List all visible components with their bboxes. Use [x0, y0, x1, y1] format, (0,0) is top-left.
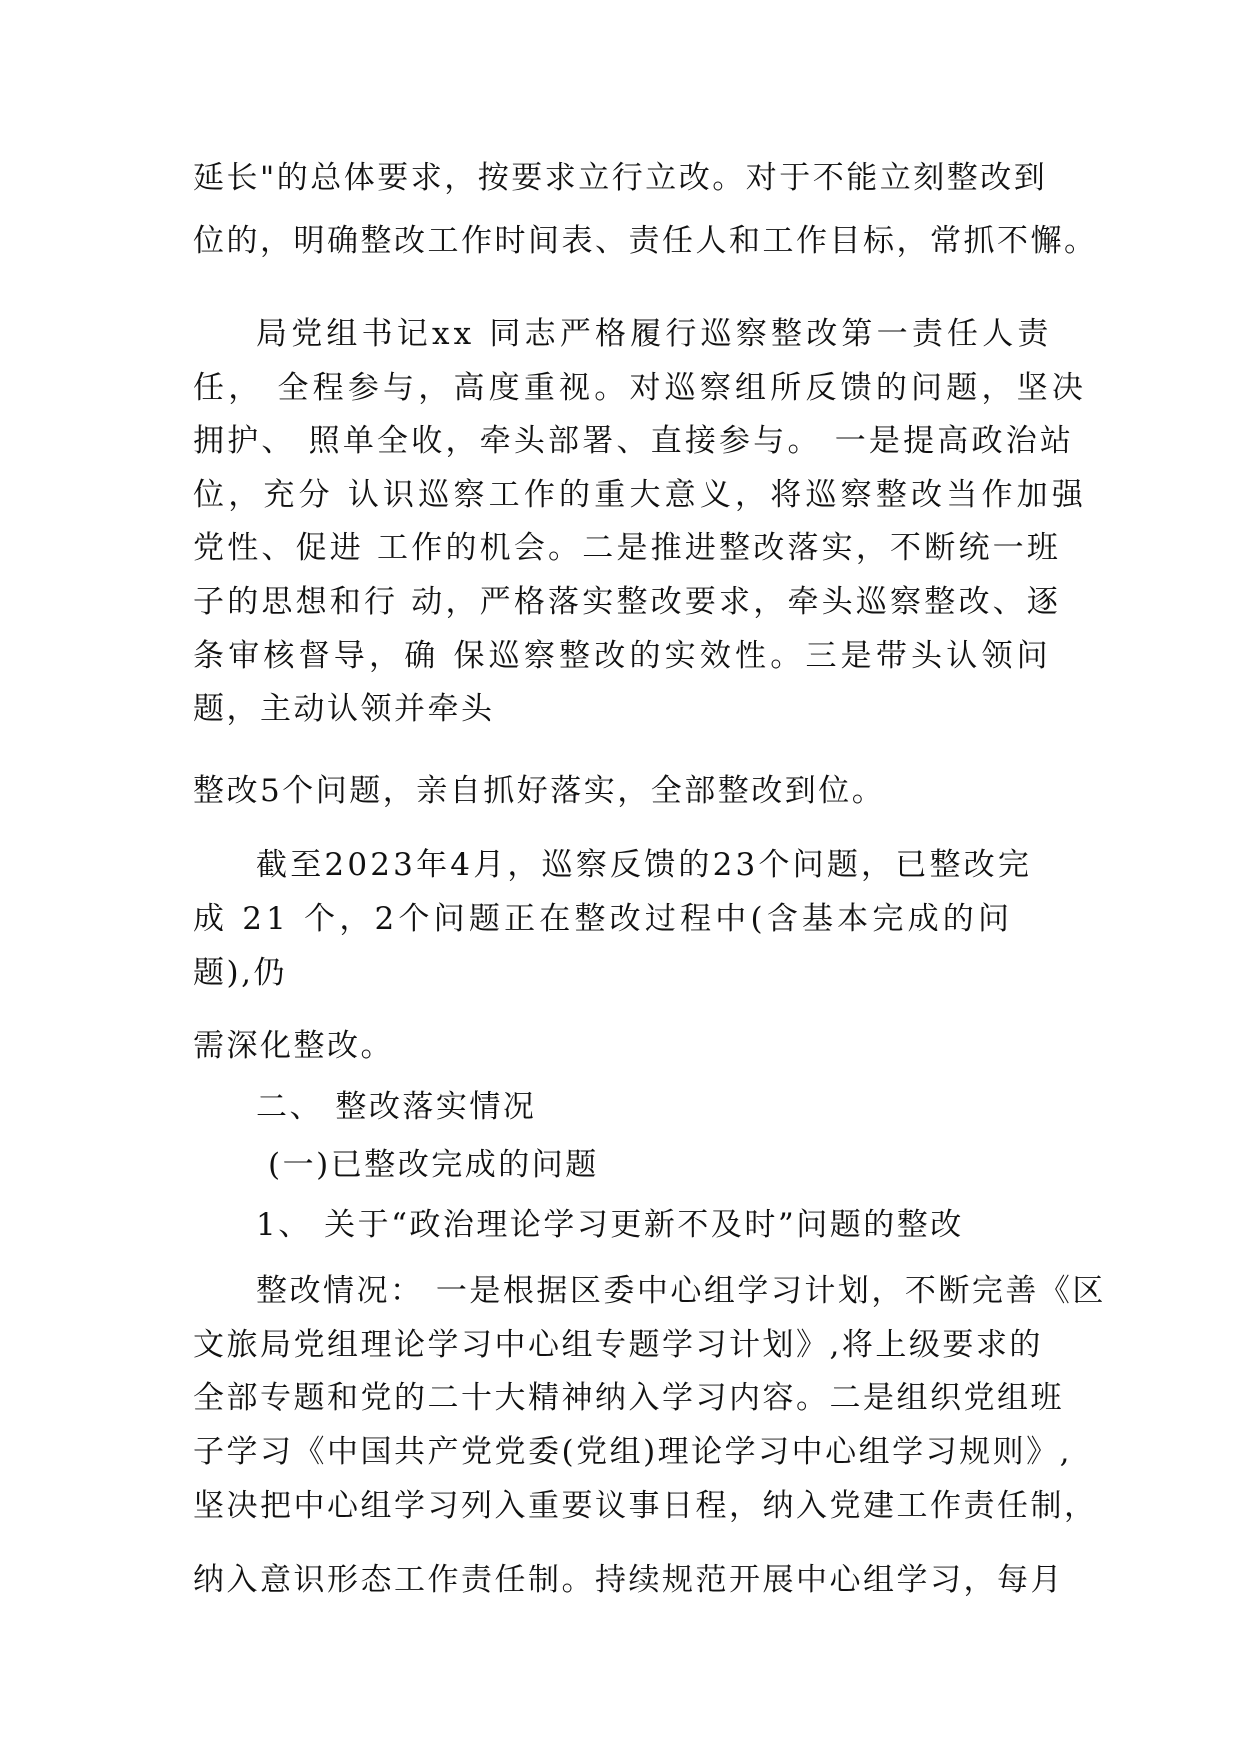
text-line-22: 子学习《中国共产党党委(党组)理论学习中心组学习规则》,: [193, 1434, 1073, 1470]
text-line-19: 整改情况： 一是根据区委中心组学习计划，不断完善《区: [256, 1273, 1106, 1309]
text-line-10: 题，主动认领并牵头: [193, 691, 495, 727]
text-line-15: 需深化整改。: [193, 1028, 394, 1064]
text-line-1: 延长"的总体要求，按要求立行立改。对于不能立刻整改到: [193, 160, 1048, 196]
text-line-4: 任， 全程参与，高度重视。对巡察组所反馈的问题，坚决: [193, 370, 1088, 406]
text-line-20: 文旅局党组理论学习中心组专题学习计划》,将上级要求的: [193, 1327, 1043, 1363]
text-line-5: 拥护、 照单全收，牵头部署、直接参与。 一是提高政治站: [193, 423, 1075, 459]
text-line-24: 纳入意识形态工作责任制。持续规范开展中心组学习，每月: [193, 1562, 1064, 1598]
subsection-heading: (一)已整改完成的问题: [268, 1147, 599, 1183]
text-line-7: 党性、促进 工作的机会。二是推进整改落实，不断统一班: [193, 530, 1062, 566]
text-line-21: 全部专题和党的二十大精神纳入学习内容。二是组织党组班: [193, 1380, 1064, 1416]
text-line-11: 整改5个问题，亲自抓好落实，全部整改到位。: [193, 773, 886, 809]
text-line-12: 截至2023年4月，巡察反馈的23个问题，已整改完: [256, 847, 1033, 883]
text-line-8: 子的思想和行 动，严格落实整改要求，牵头巡察整改、逐: [193, 584, 1062, 620]
text-line-9: 条审核督导，确 保巡察整改的实效性。三是带头认领问: [193, 638, 1052, 674]
text-line-3: 局党组书记xx 同志严格履行巡察整改第一责任人责: [256, 316, 1053, 352]
section-heading: 二、 整改落实情况: [256, 1089, 537, 1125]
text-line-14: 题),仍: [193, 955, 287, 991]
text-line-23: 坚决把中心组学习列入重要议事日程，纳入党建工作责任制，: [193, 1488, 1098, 1524]
text-line-13: 成 21 个，2个问题正在整改过程中(含基本完成的问: [193, 901, 1014, 937]
text-line-2: 位的，明确整改工作时间表、责任人和工作目标，常抓不懈。: [193, 223, 1098, 259]
text-line-6: 位，充分 认识巡察工作的重大意义，将巡察整改当作加强: [193, 477, 1088, 513]
item-heading: 1、 关于“政治理论学习更新不及时”问题的整改: [256, 1207, 964, 1243]
